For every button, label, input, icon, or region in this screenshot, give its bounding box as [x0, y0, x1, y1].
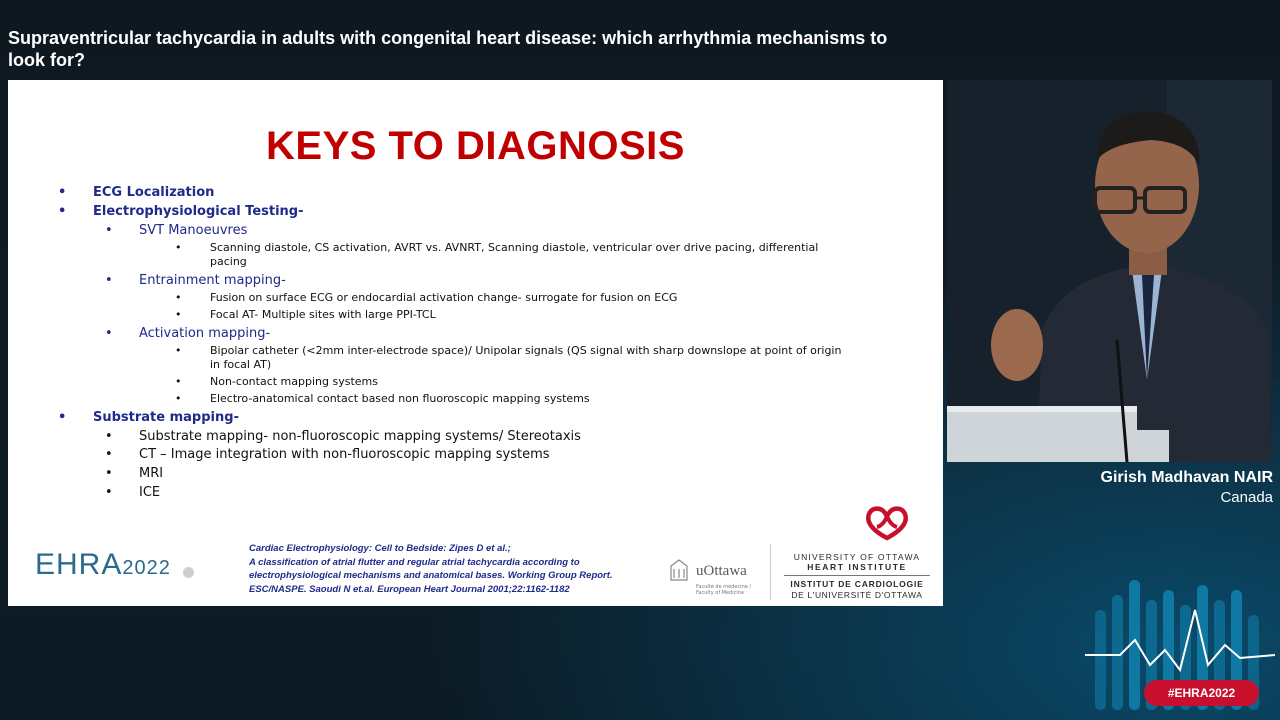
bullet-dot-icon: • [175, 344, 182, 357]
bullet-text: CT – Image integration with non-fluoroscopic mapping systems [139, 447, 550, 462]
bullet-text: Electrophysiological Testing- [93, 204, 304, 219]
hashtag-badge: #EHRA2022 [1144, 680, 1259, 706]
speaker-figure-image [947, 80, 1272, 462]
bullet-dot-icon: • [58, 410, 67, 425]
bullet-text: Fusion on surface ECG or endocardial activation change- surrogate for fusion on ECG [210, 291, 678, 304]
bullet-dot-icon: • [105, 466, 113, 481]
bullet-dot-icon: • [105, 447, 113, 462]
bullet-text: ICE [139, 485, 161, 500]
bullet-text: MRI [139, 466, 164, 481]
bullet-text: Scanning diastole, CS activation, AVRT vs. AVNRT, Scanning diastole, ventricular over drive pacing, differential [210, 241, 819, 254]
bullet-dot-icon: • [58, 204, 67, 219]
bullet-dot-icon: • [105, 273, 113, 288]
bullet-text-continuation: in focal AT) [210, 358, 272, 371]
bullet-dot-icon: • [175, 241, 182, 254]
uottawa-crest-icon [669, 558, 689, 582]
heart-institute-line1: UNIVERSITY OF OTTAWA [793, 552, 921, 562]
ehra-logo-year: 2022 [122, 557, 171, 579]
bullet-dot-icon: • [58, 185, 67, 200]
bullet-text: SVT Manoeuvres [139, 223, 248, 238]
bullet-text: Bipolar catheter (<2mm inter-electrode space)/ Unipolar signals (QS signal with sharp downslope at point of origin [210, 344, 842, 357]
bullet-text: Substrate mapping- non-fluoroscopic mapping systems/ Stereotaxis [139, 429, 581, 444]
reference-line: A classification of atrial flutter and regular atrial tachycardia according to [249, 556, 580, 568]
bullet-text: Activation mapping- [139, 326, 271, 341]
bullet-text: Non-contact mapping systems [210, 375, 378, 388]
bullet-text-continuation: pacing [210, 255, 247, 268]
bullet-dot-icon: • [105, 429, 113, 444]
bullet-text: Entrainment mapping- [139, 273, 286, 288]
logo-divider [770, 544, 771, 600]
heart-institute-logo-icon [862, 502, 912, 542]
heart-institute-line3: INSTITUT DE CARDIOLOGIE [790, 579, 924, 589]
reference-citation [249, 542, 659, 596]
reference-line: ESC/NASPE. Saoudi N et.al. European Heart Journal 2001;22:1162-1182 [249, 583, 570, 595]
heart-institute-rule [784, 575, 930, 576]
uottawa-logo [669, 558, 769, 598]
reference-line: electrophysiological mechanisms and anatomical bases. Working Group Report. [249, 570, 613, 581]
heart-institute-wordmark [784, 552, 930, 601]
heart-institute-line2: HEART INSTITUTE [807, 562, 907, 572]
session-title: Supraventricular tachycardia in adults with congenital heart disease: which arrhythmia mechanisms to look for? [8, 28, 888, 70]
bullet-dot-icon: • [105, 485, 113, 500]
heart-institute-line4: DE L'UNIVERSITÉ D'OTTAWA [791, 590, 923, 600]
bullet-text: ECG Localization [93, 185, 215, 200]
bullet-dot-icon: • [175, 308, 182, 321]
ehra-2022-logo [35, 548, 171, 582]
speaker-video [947, 80, 1272, 462]
presentation-slide [8, 80, 943, 606]
speaker-name: Girish Madhavan NAIR [1100, 469, 1273, 486]
bullet-dot-icon: • [105, 223, 113, 238]
ehra-logo-text: EHRA [35, 548, 123, 581]
bullet-dot-icon: • [175, 291, 182, 304]
bullet-dot-icon: • [105, 326, 113, 341]
speaker-country: Canada [1220, 489, 1273, 506]
slide-title: KEYS TO DIAGNOSIS [266, 124, 685, 168]
reference-line: Cardiac Electrophysiology: Cell to Bedside: Zipes D et al.; [249, 543, 511, 554]
bullet-text: Electro-anatomical contact based non fluoroscopic mapping systems [210, 392, 590, 405]
uottawa-wordmark: uOttawa [696, 563, 747, 579]
ehra-logo-dot [183, 567, 194, 578]
bullet-dot-icon: • [175, 375, 182, 388]
bullet-text: Focal AT- Multiple sites with large PPI-TCL [210, 308, 436, 321]
bullet-text: Substrate mapping- [93, 410, 239, 425]
bullet-dot-icon: • [175, 392, 182, 405]
uottawa-subtitle: Faculté de médecine / Faculty of Medicine [696, 584, 752, 596]
